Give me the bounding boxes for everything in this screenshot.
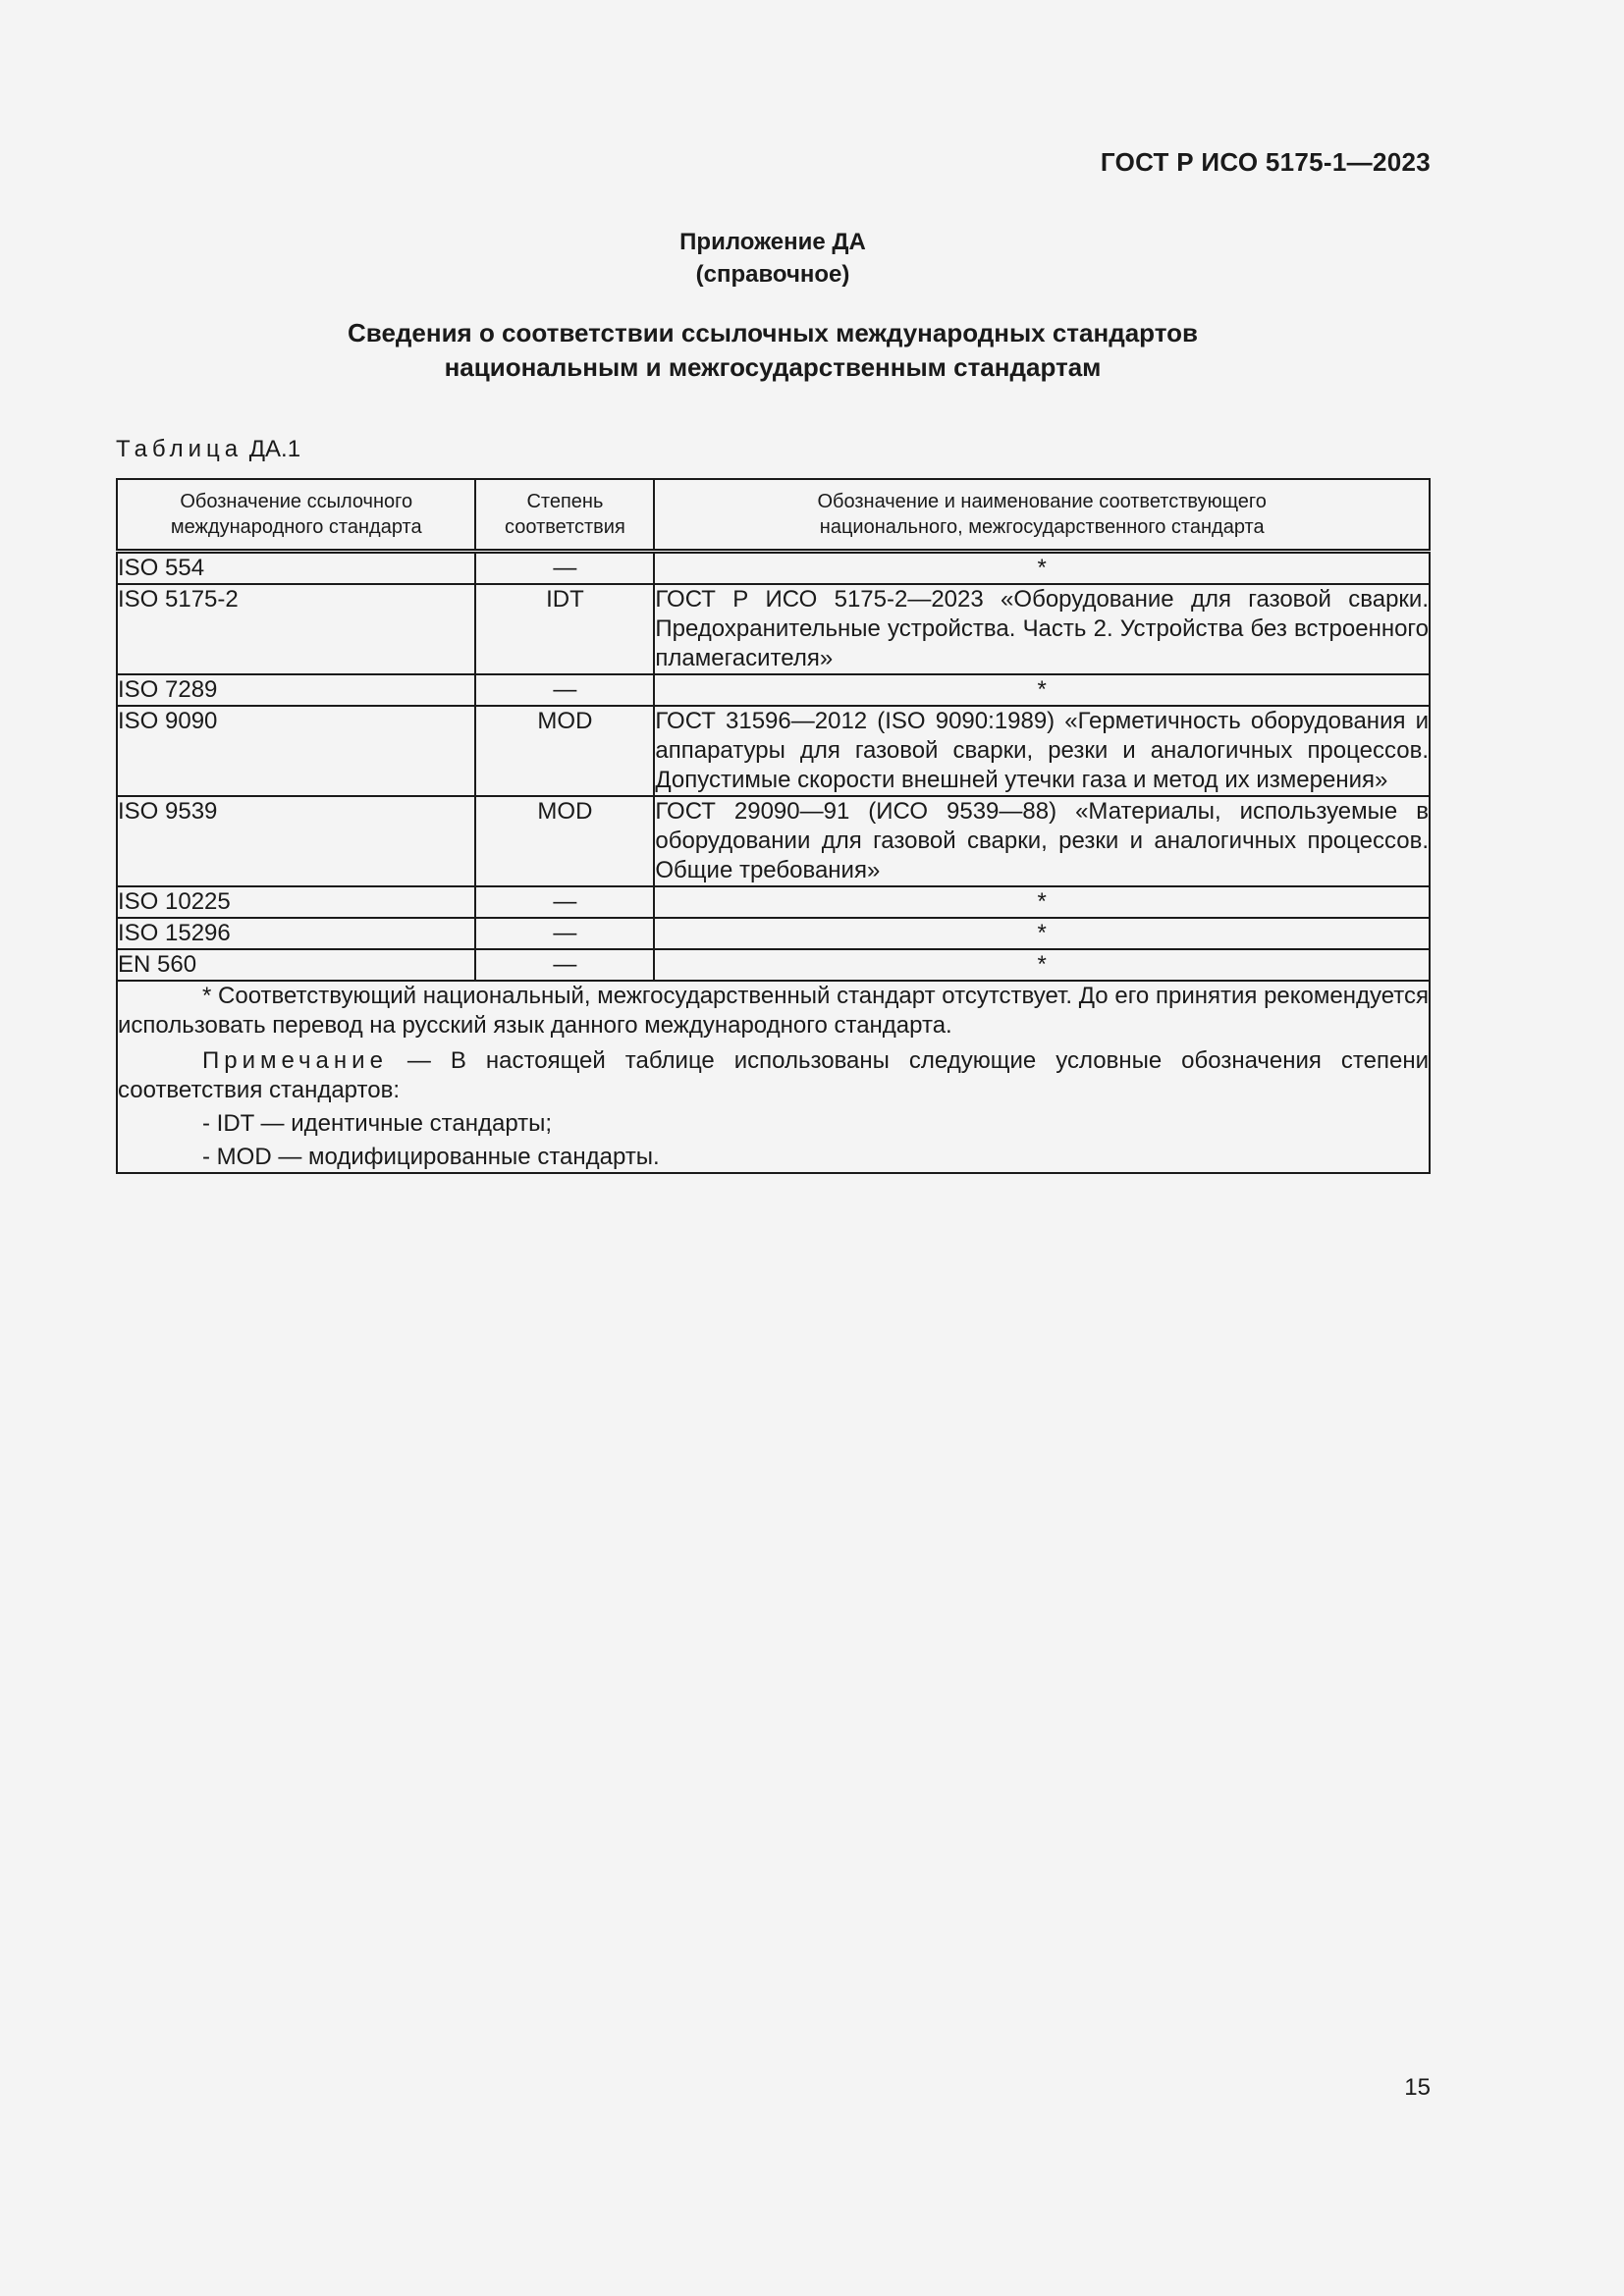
note-bullet-idt: - IDT — идентичные стандарты; xyxy=(202,1110,553,1137)
cell-degree: MOD xyxy=(475,796,654,886)
table-row xyxy=(117,552,1430,585)
cell-reference: ISO 5175-2 xyxy=(117,584,475,674)
column-header-reference: Обозначение ссылочного международного стандарта xyxy=(117,479,475,552)
cell-degree: — xyxy=(475,674,654,706)
table-row xyxy=(117,706,1430,796)
document-code: ГОСТ Р ИСО 5175-1—2023 xyxy=(1100,147,1431,177)
table-row xyxy=(117,918,1430,949)
cell-degree: IDT xyxy=(475,584,654,674)
table-notes xyxy=(117,981,1430,1173)
cell-reference: ISO 9090 xyxy=(117,706,475,796)
table-row xyxy=(117,886,1430,918)
column-header-national: Обозначение и наименование соответствующего национального, межгосударственного стандарта xyxy=(654,479,1430,552)
cell-national: * xyxy=(654,552,1430,585)
page-number: 15 xyxy=(1404,2074,1431,2101)
appendix-title: Приложение ДА xyxy=(679,229,866,255)
note-text: — В настоящей таблице использованы следующие условные обозначения степени соответствия стандартов: xyxy=(118,1047,1429,1103)
cell-national: ГОСТ 31596—2012 (ISO 9090:1989) «Герметичность оборудования и аппаратуры для газовой сварки, резки и аналогичных процессов. Допустимые скорости внешней утечки газа и метод их измерения» xyxy=(654,706,1430,796)
standards-table xyxy=(116,478,1431,1174)
cell-reference: ISO 7289 xyxy=(117,674,475,706)
cell-reference: ISO 9539 xyxy=(117,796,475,886)
section-title-line-1: Сведения о соответствии ссылочных международных стандартов xyxy=(348,318,1198,347)
cell-reference: ISO 15296 xyxy=(117,918,475,949)
section-title-line-2: национальным и межгосударственным стандартам xyxy=(444,352,1102,382)
table-label-number: ДА.1 xyxy=(248,436,301,462)
note-label: Примечание xyxy=(202,1047,388,1074)
cell-degree: — xyxy=(475,918,654,949)
table-row xyxy=(117,674,1430,706)
appendix-type: (справочное) xyxy=(695,261,850,288)
cell-reference: EN 560 xyxy=(117,949,475,981)
table-header-row xyxy=(117,479,1430,552)
section-title xyxy=(0,316,1545,385)
cell-national: * xyxy=(654,886,1430,918)
cell-national: * xyxy=(654,674,1430,706)
column-header-degree: Степень соответствия xyxy=(475,479,654,552)
cell-degree: — xyxy=(475,886,654,918)
table-label xyxy=(116,436,300,463)
cell-national: ГОСТ 29090—91 (ИСО 9539—88) «Материалы, используемые в оборудовании для газовой сварки, резки и аналогичных процессов. Общие требования» xyxy=(654,796,1430,886)
note-bullet-mod: - MOD — модифицированные стандарты. xyxy=(202,1144,660,1170)
cell-reference: ISO 554 xyxy=(117,552,475,585)
appendix-heading xyxy=(0,226,1545,291)
note xyxy=(118,1046,1429,1105)
table-notes-row xyxy=(117,981,1430,1173)
table-row xyxy=(117,796,1430,886)
cell-national: * xyxy=(654,918,1430,949)
cell-reference: ISO 10225 xyxy=(117,886,475,918)
table-row xyxy=(117,949,1430,981)
cell-national: * xyxy=(654,949,1430,981)
cell-degree: — xyxy=(475,552,654,585)
table-label-word: Таблица xyxy=(116,436,244,462)
table-row xyxy=(117,584,1430,674)
footnote: * Соответствующий национальный, межгосударственный стандарт отсутствует. До его принятия рекомендуется использовать перевод на русский язык данного международного стандарта. xyxy=(118,983,1429,1039)
cell-degree: MOD xyxy=(475,706,654,796)
cell-degree: — xyxy=(475,949,654,981)
cell-national: ГОСТ Р ИСО 5175-2—2023 «Оборудование для газовой сварки. Предохранительные устройства. Часть 2. Устройства без встроенного пламегасителя» xyxy=(654,584,1430,674)
